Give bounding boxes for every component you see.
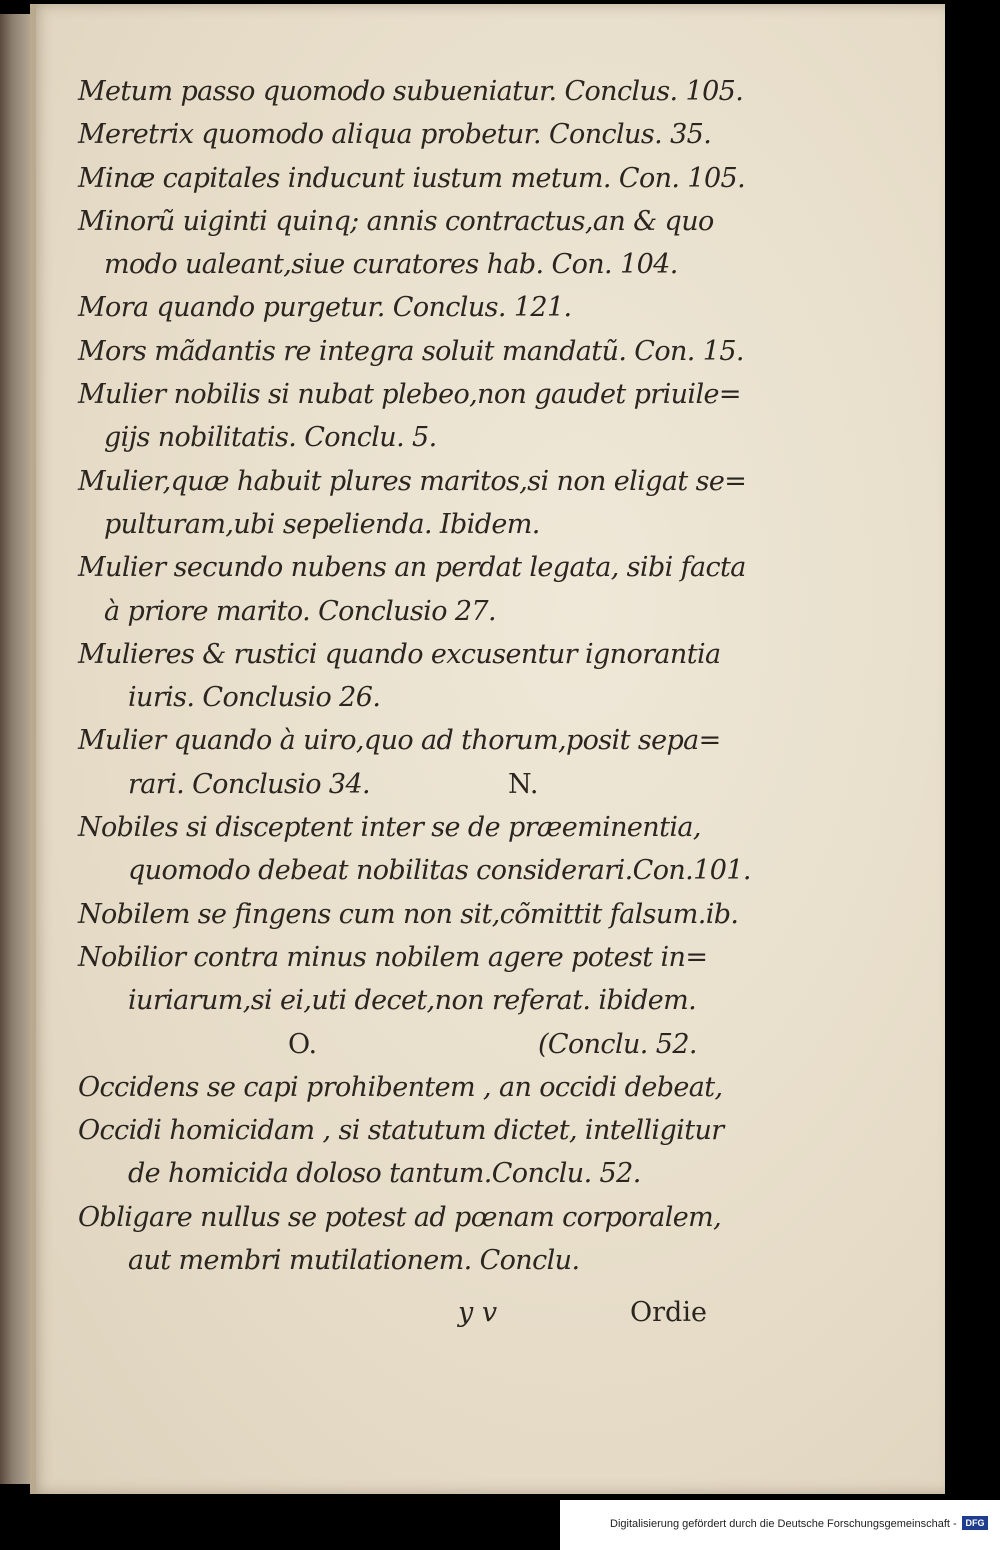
index-entry: Mulier,quæ habuit plures maritos,si non eligat se=	[78, 465, 747, 497]
index-entry-continuation: iuriarum,si ei,uti decet,non referat. ibidem.	[128, 985, 697, 1017]
index-entry: Nobiles si disceptent inter se de præeminentia,	[78, 812, 701, 844]
index-entry: Mulieres & rustici quando excusentur ignorantia	[78, 638, 721, 670]
index-entry: Nobilior contra minus nobilem agere potest in=	[78, 941, 708, 973]
catchword: Ordie	[630, 1297, 707, 1329]
index-entry: Mulier quando à uiro,quo ad thorum,posit sepa=	[78, 725, 721, 757]
index-entry: Mora quando purgetur. Conclus. 121.	[78, 292, 572, 324]
index-text-block	[78, 70, 751, 1338]
index-entry: Minorũ uiginti quinq; annis contractus,an & quo	[78, 205, 714, 237]
page-gutter	[30, 4, 36, 1494]
index-entry-continuation: quomodo debeat nobilitas considerari.Con.101.	[128, 855, 751, 887]
book-page-edge	[0, 14, 32, 1484]
signature-mark: y v	[458, 1297, 498, 1329]
section-row-n	[78, 763, 718, 806]
book-page	[30, 4, 945, 1494]
index-entry: Mulier secundo nubens an perdat legata, sibi facta	[78, 552, 746, 584]
index-entry: Nobilem se fingens cum non sit,cõmittit falsum.ib.	[78, 898, 739, 930]
footer-credit: Digitalisierung gefördert durch die Deutsche Forschungsgemeinschaft -	[610, 1518, 957, 1530]
section-row-o	[78, 1023, 718, 1066]
digitization-footer	[560, 1500, 1000, 1550]
index-entry-continuation: rari. Conclusio 34.	[128, 768, 371, 800]
index-entry: Minæ capitales inducunt iustum metum. Con. 105.	[78, 162, 746, 194]
index-entry: Mulier nobilis si nubat plebeo,non gaudet priuile=	[78, 379, 741, 411]
index-entry: Mors mãdantis re integra soluit mandatũ. Con. 15.	[78, 335, 744, 367]
index-entry: Metum passo quomodo subueniatur. Conclus. 105.	[78, 76, 744, 107]
index-entry: Occidi homicidam , si statutum dictet, intelligitur	[78, 1115, 724, 1147]
dfg-logo: DFG	[962, 1516, 988, 1530]
index-entry-continuation: pulturam,ubi sepelienda. Ibidem.	[104, 508, 540, 540]
index-entry: Occidens se capi prohibentem , an occidi debeat,	[78, 1071, 723, 1103]
index-entry: Obligare nullus se potest ad pœnam corporalem,	[78, 1201, 722, 1233]
section-letter: O.	[288, 1028, 318, 1060]
index-entry: Meretrix quomodo aliqua probetur. Conclus. 35.	[78, 119, 712, 151]
index-entry-continuation: gijs nobilitatis. Conclu. 5.	[104, 422, 437, 454]
page-foot	[78, 1288, 718, 1338]
index-entry-continuation: iuris. Conclusio 26.	[128, 682, 381, 714]
index-entry-continuation: de homicida doloso tantum.Conclu. 52.	[128, 1158, 641, 1190]
index-entry-continuation: aut membri mutilationem. Conclu.	[128, 1245, 580, 1277]
section-letter: N.	[508, 768, 539, 800]
index-entry-continuation: modo ualeant,siue curatores hab. Con. 104.	[104, 249, 678, 281]
index-entry-continuation: (Conclu. 52.	[538, 1028, 697, 1060]
index-entry-continuation: à priore marito. Conclusio 27.	[104, 595, 496, 627]
